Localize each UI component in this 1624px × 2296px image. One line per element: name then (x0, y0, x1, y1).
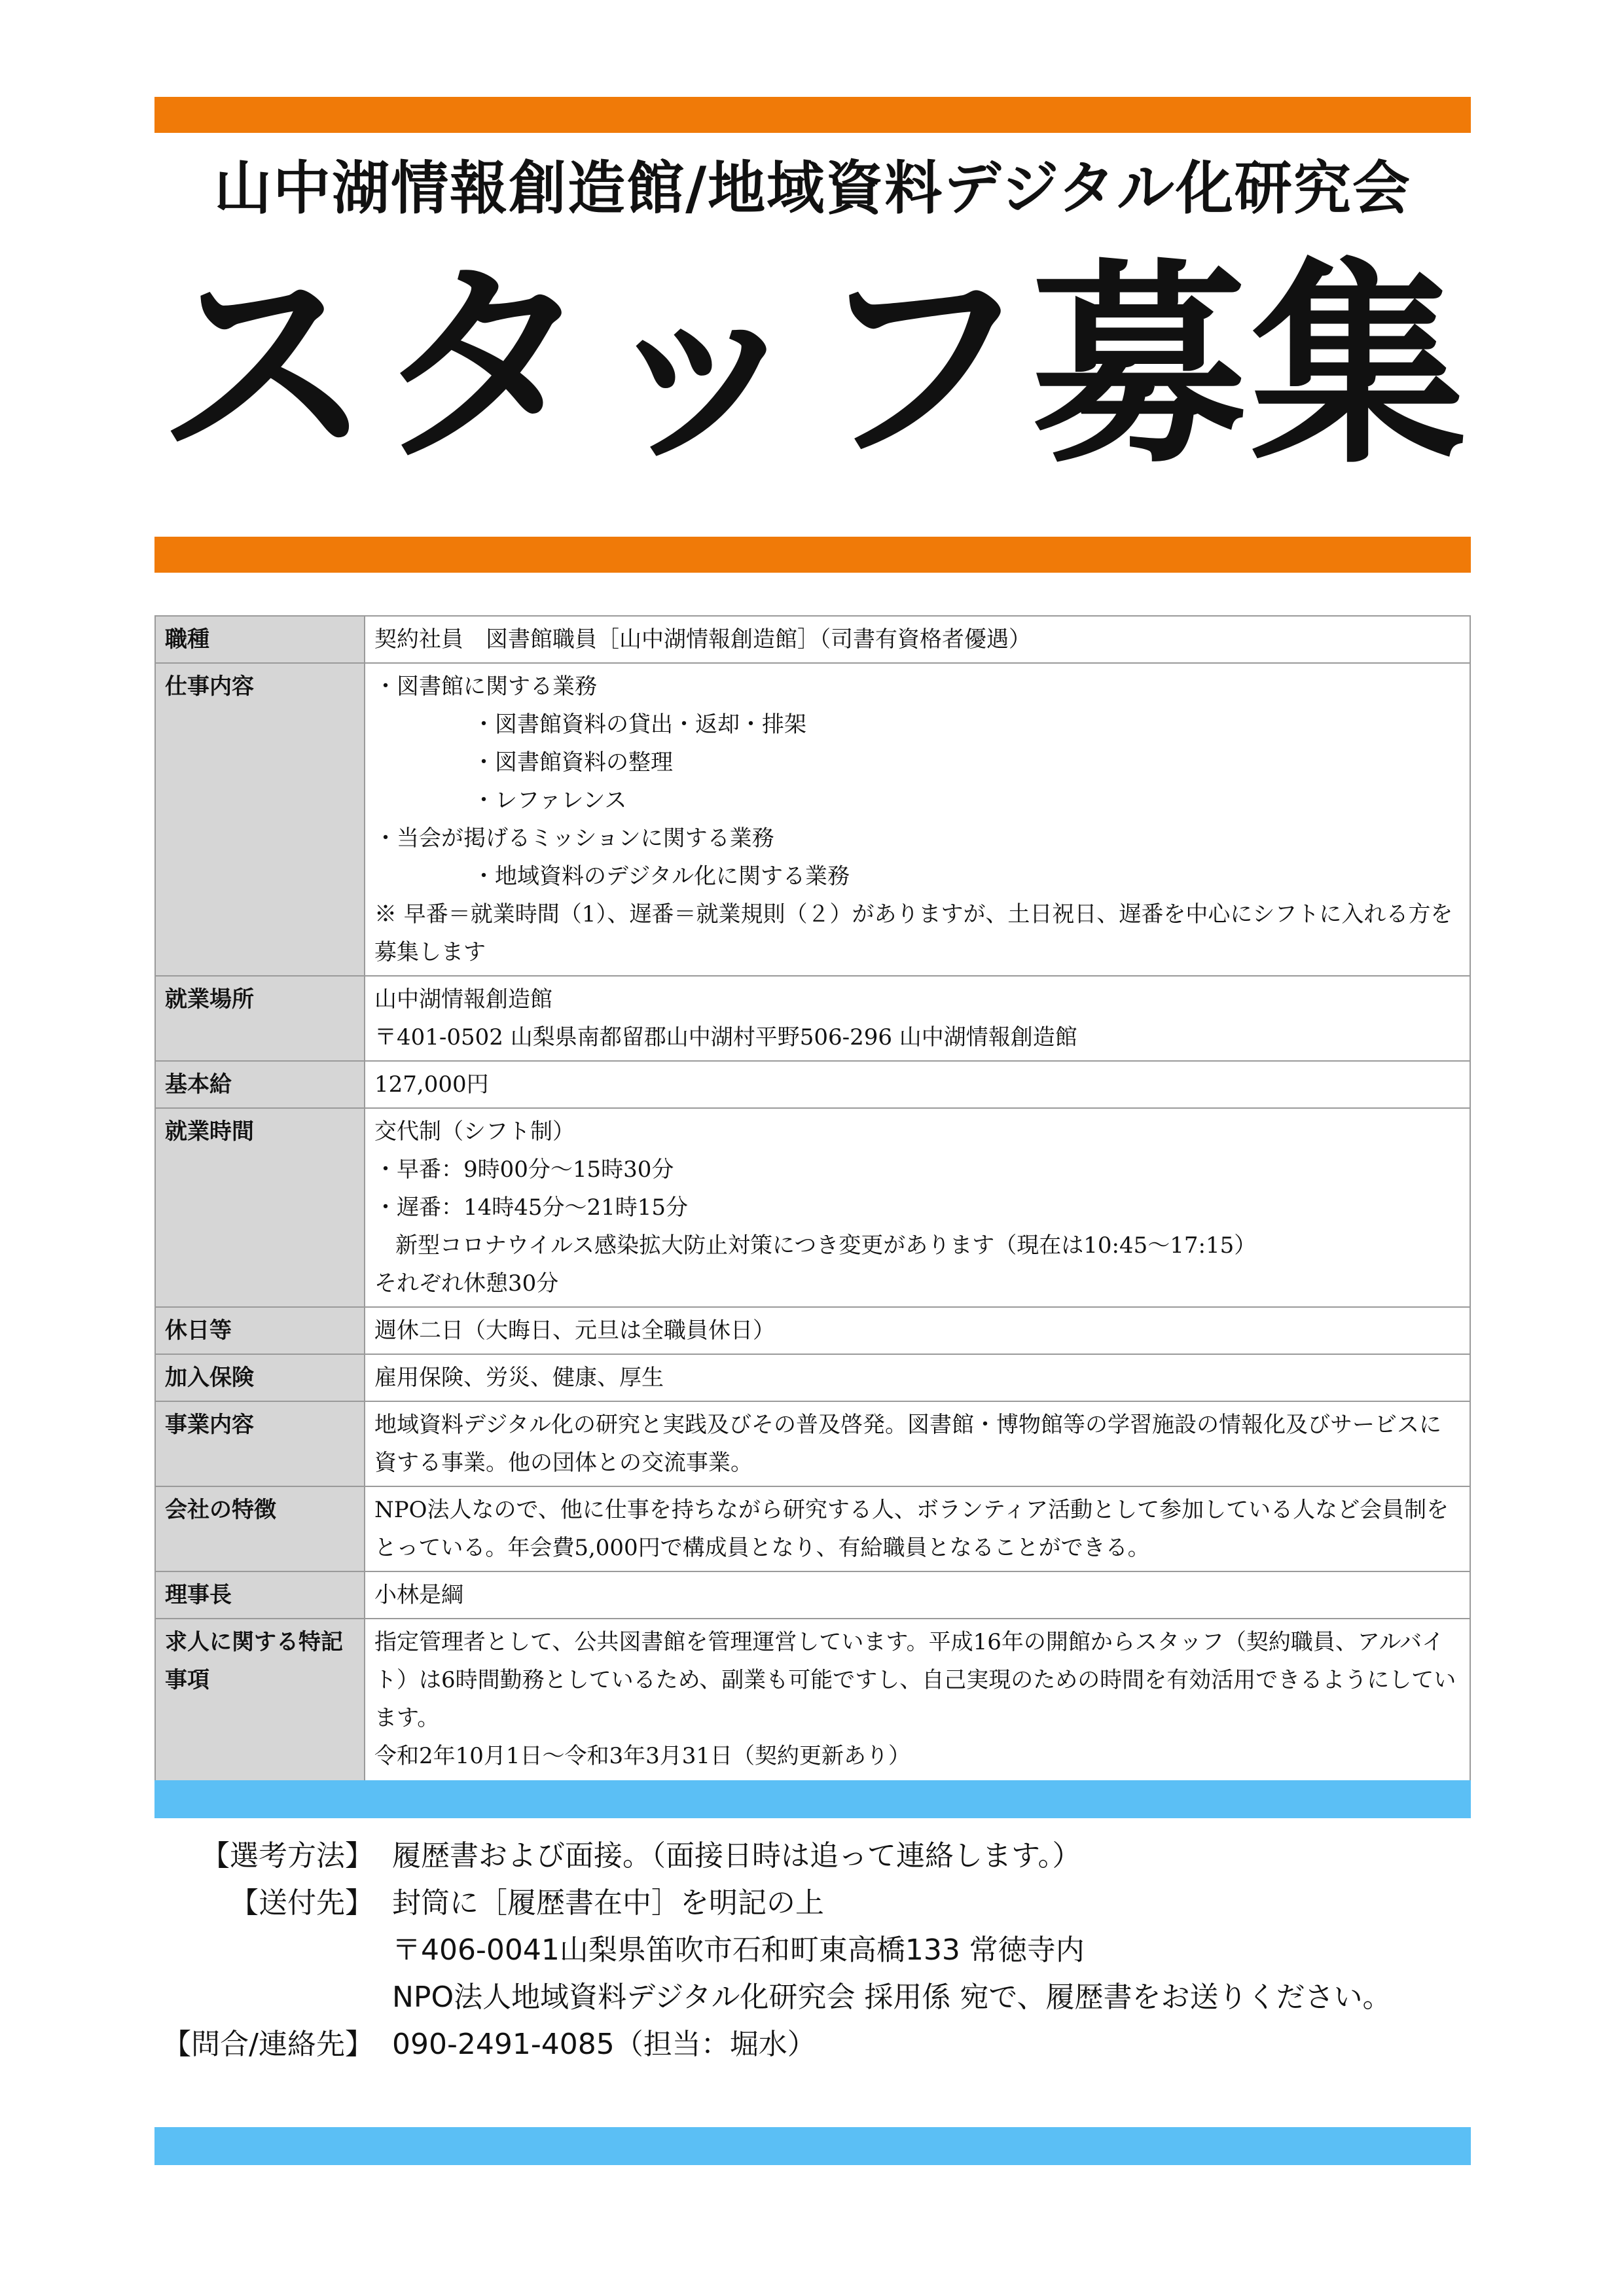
list-item: それぞれ休憩30分 (374, 1270, 559, 1297)
table-row (155, 1307, 1470, 1354)
row-value: 契約社員 図書館職員［山中湖情報創造館］（司書有資格者優遇） (365, 616, 1470, 663)
row-label: 職種 (155, 616, 365, 663)
row-value: 地域資料デジタル化の研究と実践及びその普及啓発。図書館・博物館等の学習施設の情報化及びサービスに資する事業。他の団体との交流事業。 (365, 1401, 1470, 1486)
inquiry-row (154, 2021, 1471, 2068)
selection-label: 【選考方法】 (201, 1839, 374, 1873)
job-info-table (154, 615, 1471, 1818)
list-item: ・地域資料のデジタル化に関する業務 (473, 863, 850, 889)
list-item: 新型コロナウイルス感染拡大防止対策につき変更があります（現在は10:45〜17:15） (395, 1232, 1257, 1259)
table-row (155, 976, 1470, 1061)
send-to-address: 〒406-0041山梨県笛吹市石和町東高橋133 常徳寺内 (392, 1933, 1085, 1967)
selection-row (154, 1833, 1471, 1880)
row-label: 仕事内容 (155, 663, 365, 976)
table-row (155, 663, 1470, 976)
row-label: 理事長 (155, 1571, 365, 1619)
row-label: 就業時間 (155, 1108, 365, 1307)
page-title: スタッフ募集 (156, 241, 1469, 492)
bottom-orange-bar (154, 537, 1471, 573)
row-label: 就業場所 (155, 976, 365, 1061)
row-value: NPO法人なので、他に仕事を持ちながら研究する人、ボランティア活動として参加している人など会員制をとっている。年会費5,000円で構成員となり、有給職員となることができる。 (365, 1486, 1470, 1571)
selection-value: 履歴書および面接。（面接日時は追って連絡します。） (392, 1839, 1081, 1873)
inquiry-phone: 090-2491-4085（担当：堀水） (392, 2028, 816, 2061)
note-text: 指定管理者として、公共図書館を管理運営しています。平成16年の開館からスタッフ（契約職員、アルバイト）は6時間勤務としているため、副業も可能ですし、自己実現のための時間を有効活用できるようにしています。 (374, 1629, 1456, 1731)
send-to-row (154, 1974, 1471, 2021)
table-row (155, 1108, 1470, 1307)
row-value (365, 1108, 1470, 1307)
send-to-row (154, 1880, 1471, 1927)
row-value (365, 663, 1470, 976)
row-value: 雇用保険、労災、健康、厚生 (365, 1354, 1470, 1401)
row-value (365, 976, 1470, 1061)
table-row (155, 1061, 1470, 1108)
send-to-line: 封筒に［履歴書在中］を明記の上 (392, 1886, 824, 1920)
table-row (155, 1571, 1470, 1619)
row-label: 加入保険 (155, 1354, 365, 1401)
bottom-blue-bar (154, 2127, 1471, 2165)
send-to-addressee: NPO法人地域資料デジタル化研究会 採用係 宛で、履歴書をお送りください。 (392, 1981, 1392, 2014)
list-item: ・図書館資料の整理 (473, 749, 673, 776)
top-blue-bar (154, 1780, 1471, 1818)
contract-period: 令和2年10月1日〜令和3年3月31日（契約更新あり） (374, 1743, 911, 1769)
organization-title: 山中湖情報創造館/地域資料デジタル化研究会 (214, 154, 1411, 222)
list-item: ・レファレンス (473, 787, 627, 814)
place-address: 〒401-0502 山梨県南都留郡山中湖村平野506-296 山中湖情報創造館 (374, 1024, 1077, 1050)
top-orange-bar (154, 97, 1471, 133)
list-item: ・図書館資料の貸出・返却・排架 (473, 711, 806, 738)
list-item: 交代制（シフト制） (374, 1119, 575, 1145)
inquiry-label: 【問合/連絡先】 (162, 2028, 374, 2061)
list-item: ・遅番：14時45分〜21時15分 (374, 1194, 689, 1221)
row-label: 休日等 (155, 1307, 365, 1354)
row-value: 127,000円 (365, 1061, 1470, 1108)
application-info (154, 1833, 1471, 2068)
table-row (155, 1401, 1470, 1486)
list-item: ・当会が掲げるミッションに関する業務 (374, 825, 774, 852)
row-label: 会社の特徴 (155, 1486, 365, 1571)
send-to-label: 【送付先】 (230, 1886, 374, 1920)
row-label: 求人に関する特記事項 (155, 1619, 365, 1818)
list-item: ・早番：9時00分〜15時30分 (374, 1157, 674, 1183)
row-value: 小林是綱 (365, 1571, 1470, 1619)
send-to-row (154, 1927, 1471, 1974)
table-row (155, 616, 1470, 663)
row-label: 基本給 (155, 1061, 365, 1108)
place-name: 山中湖情報創造館 (374, 986, 552, 1013)
note-text: ※ 早番＝就業時間（1）、遅番＝就業規則（２）がありますが、土日祝日、遅番を中心にシフトに入れる方を募集します (374, 901, 1453, 965)
table-row (155, 1486, 1470, 1571)
list-item: ・図書館に関する業務 (374, 673, 597, 700)
table-row (155, 1354, 1470, 1401)
row-value: 週休二日（大晦日、元旦は全職員休日） (365, 1307, 1470, 1354)
row-label: 事業内容 (155, 1401, 365, 1486)
